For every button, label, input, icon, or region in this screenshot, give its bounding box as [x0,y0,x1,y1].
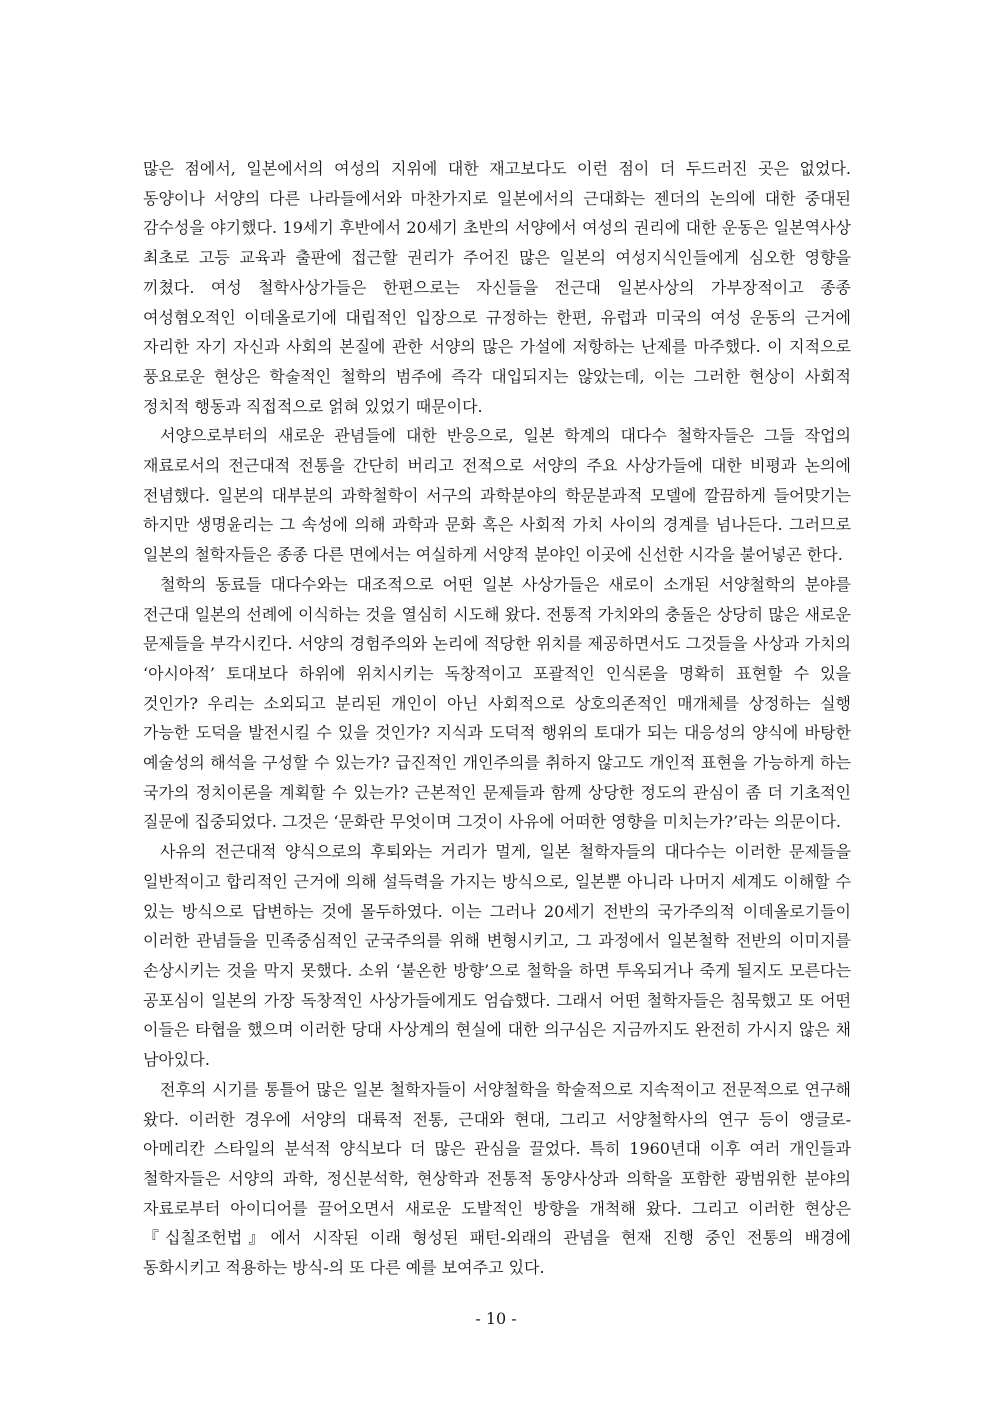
paragraph-4: 사유의 전근대적 양식으로의 후퇴와는 거리가 멀게, 일본 철학자들의 대다수는 이러한 문제들을 일반적이고 합리적인 근거에 의해 설득력을 가지는 방식으로, 일본뿐 아니라 나머지 세계도 이해할 수 있는 방식으로 답변하는 것에 몰두하였다. 이는 그러나 20세기 전반의 국가주의적 이데올로기들이 이러한 관념들을 민족중심적인 군국주의를 위해 변형시키고, 그 과정에서 일본철학 전반의 이미지를 손상시키는 것을 막지 못했다. 소위 ‘불온한 방향’으로 철학을 하면 투옥되거나 죽게 될지도 모른다는 공포심이 일본의 가장 독창적인 사상가들에게도 엄습했다. 그래서 어떤 철학자들은 침묵했고 또 어떤 이들은 타협을 했으며 이러한 당대 사상계의 현실에 대한 의구심은 지금까지도 완전히 가시지 않은 채 남아있다. [143,842,851,1070]
paragraph-1: 많은 점에서, 일본에서의 여성의 지위에 대한 재고보다도 이런 점이 더 두드러진 곳은 없었다. 동양이나 서양의 다른 나라들에서와 마찬가지로 일본에서의 근대화는 젠더의 논의에 대한 중대된 감수성을 야기했다. 19세기 후반에서 20세기 초반의 서양에서 여성의 권리에 대한 운동은 일본역사상 최초로 고등 교육과 출판에 접근할 권리가 주어진 많은 일본의 여성지식인들에게 심오한 영향을 끼쳤다. 여성 철학사상가들은 한편으로는 자신들을 전근대 일본사상의 가부장적이고 종종 여성혐오적인 이데올로기에 대립적인 입장으로 규정하는 한편, 유럽과 미국의 여성 운동의 근거에 자리한 자기 자신과 사회의 본질에 관한 서양의 많은 가설에 저항하는 난제를 마주했다. 이 지적으로 풍요로운 현상은 학술적인 철학의 범주에 즉각 대입되지는 않았는데, 이는 그러한 현상이 사회적 정치적 행동과 직접적으로 얽혀 있었기 때문이다. [143,159,851,416]
paragraph-2: 서양으로부터의 새로운 관념들에 대한 반응으로, 일본 학계의 대다수 철학자들은 그들 작업의 재료로서의 전근대적 전통을 간단히 버리고 전적으로 서양의 주요 사상가들에 대한 비평과 논의에 전념했다. 일본의 대부분의 과학철학이 서구의 과학분야의 학문분과적 모델에 깔끔하게 들어맞기는 하지만 생명윤리는 그 속성에 의해 과학과 문화 혹은 사회적 가치 사이의 경계를 넘나든다. 그러므로 일본의 철학자들은 종종 다른 면에서는 여실하게 서양적 분야인 이곳에 신선한 시각을 불어넣곤 한다. [143,426,851,565]
document-body [143,154,851,1283]
page-number: - 10 - [475,1309,517,1328]
paragraph-3: 철학의 동료들 대다수와는 대조적으로 어떤 일본 사상가들은 새로이 소개된 서양철학의 분야를 전근대 일본의 선례에 이식하는 것을 열심히 시도해 왔다. 전통적 가치와의 충돌은 상당히 많은 새로운 문제들을 부각시킨다. 서양의 경험주의와 논리에 적당한 위치를 제공하면서도 그것들을 사상과 가치의 ‘아시아적’ 토대보다 하위에 위치시키는 독창적이고 포괄적인 인식론을 명확히 표현할 수 있을 것인가? 우리는 소외되고 분리된 개인이 아닌 사회적으로 상호의존적인 매개체를 상정하는 실행 가능한 도덕을 발전시킬 수 있을 것인가? 지식과 도덕적 행위의 토대가 되는 대응성의 양식에 바탕한 예술성의 해석을 구성할 수 있는가? 급진적인 개인주의를 취하지 않고도 개인적 표현을 가능하게 하는 국가의 정치이론을 계획할 수 있는가? 근본적인 문제들과 함께 상당한 정도의 관심이 좀 더 기초적인 질문에 집중되었다. 그것은 ‘문화란 무엇이며 그것이 사유에 어떠한 영향을 미치는가?’라는 의문이다. [143,574,851,832]
paragraph-5: 전후의 시기를 통틀어 많은 일본 철학자들이 서양철학을 학술적으로 지속적이고 전문적으로 연구해 왔다. 이러한 경우에 서양의 대륙적 전통, 근대와 현대, 그리고 서양철학사의 연구 등이 앵글로-아메리칸 스타일의 분석적 양식보다 더 많은 관심을 끌었다. 특히 1960년대 이후 여러 개인들과 철학자들은 서양의 과학, 정신분석학, 현상학과 전통적 동양사상과 의학을 포함한 광범위한 분야의 자료로부터 아이디어를 끌어오면서 새로운 도발적인 방향을 개척해 왔다. 그리고 이러한 현상은 『십칠조헌법』에서 시작된 이래 형성된 패턴-외래의 관념을 현재 진행 중인 전통의 배경에 동화시키고 적용하는 방식-의 또 다른 예를 보여주고 있다. [143,1079,851,1278]
